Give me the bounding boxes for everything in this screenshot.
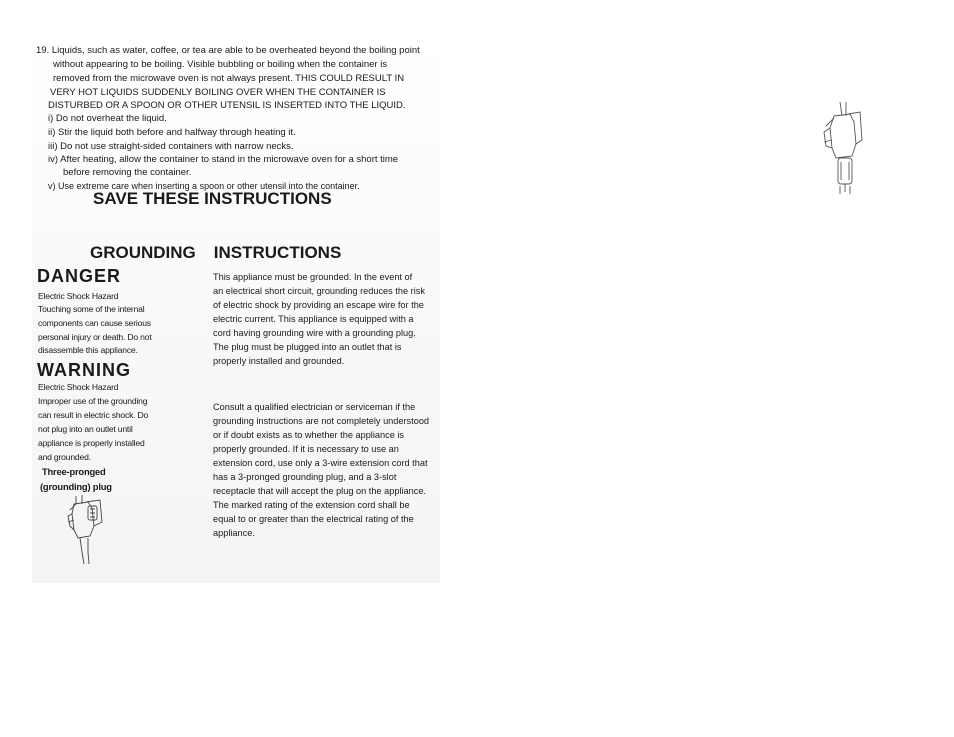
item19-line-5: DISTURBED OR A SPOON OR OTHER UTENSIL IS INSERTED INTO THE LIQUID. xyxy=(48,100,406,111)
item19-line-1: 19. Liquids, such as water, coffee, or tea are able to be overheated beyond the boiling point xyxy=(36,45,420,56)
warning-line-3: not plug into an outlet until xyxy=(38,424,133,434)
right-col2-line-8: The marked rating of the extension cord shall be xyxy=(213,500,410,510)
right-col1-line-3: of electric shock by providing an escape wire for the xyxy=(213,300,424,310)
item19-sub-v: v) Use extreme care when inserting a spoon or other utensil into the container. xyxy=(48,181,360,191)
item19-line-2: without appearing to be boiling. Visible bubbling or boiling when the container is xyxy=(53,59,388,70)
item19-line-4: VERY HOT LIQUIDS SUDDENLY BOILING OVER WHEN THE CONTAINER IS xyxy=(50,87,386,98)
danger-line-1: Touching some of the internal xyxy=(38,304,145,314)
right-col2-line-7: receptacle that will accept the plug on the appliance. xyxy=(213,486,426,496)
danger-line-4: disassemble this appliance. xyxy=(38,345,138,355)
right-col2-line-5: extension cord, use only a 3-wire extension cord that xyxy=(213,458,428,468)
grounding-heading-word2: INSTRUCTIONS xyxy=(213,243,342,262)
item19-sub-iv-cont: before removing the container. xyxy=(63,167,192,178)
right-col2-line-9: equal to or greater than the electrical rating of the xyxy=(213,514,414,524)
right-col2-line-2: grounding instructions are not completely understood xyxy=(213,416,430,426)
item19-line-3: removed from the microwave oven is not always present. THIS COULD RESULT IN xyxy=(53,73,405,84)
save-instructions-heading: SAVE THESE INSTRUCTIONS xyxy=(93,189,332,208)
item19-sub-iv: iv) After heating, allow the container to stand in the microwave oven for a short time xyxy=(48,154,399,165)
item19-sub-i: i) Do not overheat the liquid. xyxy=(48,113,167,124)
right-col1-line-7: properly installed and grounded. xyxy=(213,356,345,366)
danger-subtitle: Electric Shock Hazard xyxy=(38,291,119,301)
danger-line-3: personal injury or death. Do not xyxy=(38,332,152,342)
right-col2-line-1: Consult a qualified electrician or serviceman if the xyxy=(213,402,416,412)
grounded-plug-icon xyxy=(62,492,112,566)
warning-line-5: and grounded. xyxy=(38,452,91,462)
warning-line-1: Improper use of the grounding xyxy=(38,396,148,406)
grounding-heading-word1: GROUNDING xyxy=(90,243,196,262)
warning-line-2: can result in electric shock. Do xyxy=(38,410,149,420)
warning-subtitle: Electric Shock Hazard xyxy=(38,382,119,392)
danger-line-2: components can cause serious xyxy=(38,318,151,328)
item19-sub-iii: iii) Do not use straight-sided containers with narrow necks. xyxy=(48,141,294,152)
danger-title: DANGER xyxy=(37,266,122,286)
grounded-plug-large-icon xyxy=(812,100,868,196)
right-col1-line-4: electric current. This appliance is equipped with a xyxy=(213,314,414,324)
warning-title: WARNING xyxy=(37,360,131,380)
right-col1-line-2: an electrical short circuit, grounding reduces the risk xyxy=(213,286,425,296)
item19-sub-ii: ii) Stir the liquid both before and halfway through heating it. xyxy=(48,127,296,138)
warning-line-4: appliance is properly installed xyxy=(38,438,145,448)
right-col2-line-6: has a 3-pronged grounding plug, and a 3-slot xyxy=(213,472,397,482)
right-col2-line-3: or if doubt exists as to whether the appliance is xyxy=(213,430,405,440)
plug-caption-line-2: (grounding) plug xyxy=(40,481,112,492)
plug-caption-line-1: Three-pronged xyxy=(42,466,106,477)
right-col1-line-5: cord having grounding wire with a grounding plug. xyxy=(213,328,416,338)
right-col1-line-6: The plug must be plugged into an outlet that is xyxy=(213,342,402,352)
right-col2-line-4: properly grounded. If it is necessary to use an xyxy=(213,444,399,454)
right-col1-line-1: This appliance must be grounded. In the event of xyxy=(213,272,413,282)
grounding-heading xyxy=(90,243,341,263)
right-col2-line-10: appliance. xyxy=(213,528,255,538)
